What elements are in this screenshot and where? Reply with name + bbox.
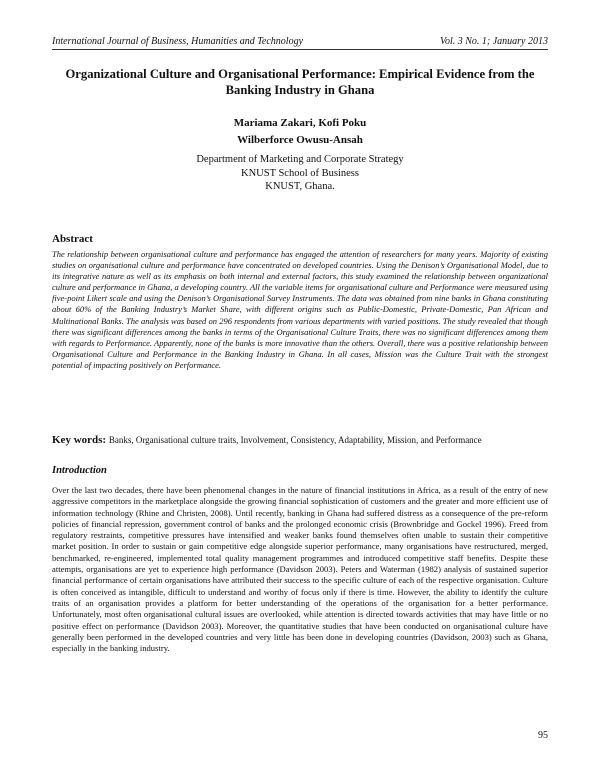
affiliation-block	[52, 153, 548, 194]
journal-name: International Journal of Business, Humanities and Technology	[52, 36, 304, 47]
introduction-text: Over the last two decades, there have been phenomenal changes in the nature of financial institutions in Africa, as a result of the entry of new aggressive competitors in the marketplace alongside the growing financial sophistication of customers and the greater and more efficient use of information technology (Rhine and Christen, 2008). Until recently, banking in Ghana had suffered distress as a consequence of the pre-reform policies of financial repression, government control of banks and the prolonged economic crisis (Brownbridge and Gockel 1996). Freed from regulatory restraints, competitive pressures have intensified and weaker banks found themselves often unable to sustain their competitive market position. In order to sustain or gain competitive edge alongside superior performance, many organisations have restructured, merged, benchmarked, re-engineered, implemented total quality management programmes and introduced competitive staff benefits. Despite these attempts, organisations are yet to experience high performance (Davidson 2003). Peters and Waterman (1982) analysis of sustained superior financial performance of certain organisations have attributed their success to the specific culture of each of the respective organisation. Culture is often conceived as intangible, difficult to understand and worthy of focus only if there is time. However, the ability to identify the culture traits of an organisation provides a platform for better understanding of the operations of the organisation for a better performance. Unfortunately, most often organisational cultural issues are overlooked, while attention is directed towards activities that may have little or no positive effect on performance (Davidson 2003). Moreover, the quantitative studies that have been conducted on organisational culture have generally been performed in the developed countries and very little has been done in developing countries (Davidson, 2003) such as Ghana, especially in the banking industry.	[52, 485, 548, 654]
issue-info: Vol. 3 No. 1; January 2013	[439, 36, 548, 47]
authors-line-1: Mariama Zakari, Kofi Poku	[233, 117, 367, 129]
keywords-label: Key words:	[52, 434, 109, 446]
affiliation-department: Department of Marketing and Corporate Strategy	[196, 154, 404, 165]
paper-title: Organizational Culture and Organisational Performance: Empirical Evidence from the Banking Industry in Ghana	[65, 67, 535, 97]
header-rule	[52, 49, 548, 50]
keywords-block	[52, 434, 548, 446]
author-block	[52, 115, 548, 149]
introduction-heading: Introduction	[52, 465, 107, 476]
affiliation-school: KNUST School of Business	[241, 167, 359, 179]
keywords-text: Banks, Organisational culture traits, Involvement, Consistency, Adaptability, Mission, and Performance	[108, 435, 482, 445]
affiliation-location: KNUST, Ghana.	[265, 181, 335, 192]
abstract-heading: Abstract	[52, 233, 93, 245]
running-header	[52, 36, 548, 47]
authors-line-2: Wilberforce Owusu-Ansah	[237, 134, 363, 146]
abstract-text: The relationship between organisational culture and performance has engaged the attention of researchers for many years. Majority of existing studies on organisational culture and performance have concentrated on developed countries. Using the Denison’s Organisational Model, due to its integrative nature as well as its emphasis on both internal and external factors, this study examined the relationship between organizational culture and performance in Ghana, a developing country. All the variable items for organisational culture and Performance were measured using five-point Likert scale and using the Denison’s Organisational Survey Instruments. The data was obtained from nine banks in Ghana constituting about 60% of the Banking Industry’s Market Share, with different origins such as Public-Domestic, Private-Domestic, Pan African and Multinational Banks. The analysis was based on 296 respondents from various departments with varied positions. The study revealed that though there was significant differences among the banks in terms of the Organisational Culture Traits, there was no significant differences among them with regards to Performance. Apparently, none of the banks is more innovative than the others. Overall, there was a positive relationship between Organisational Culture and Performance in the Banking Industry in Ghana. In all cases, Mission was the Culture Trait with the strongest potential of impacting positively on Performance.	[52, 249, 548, 370]
page-number: 95	[538, 730, 548, 741]
